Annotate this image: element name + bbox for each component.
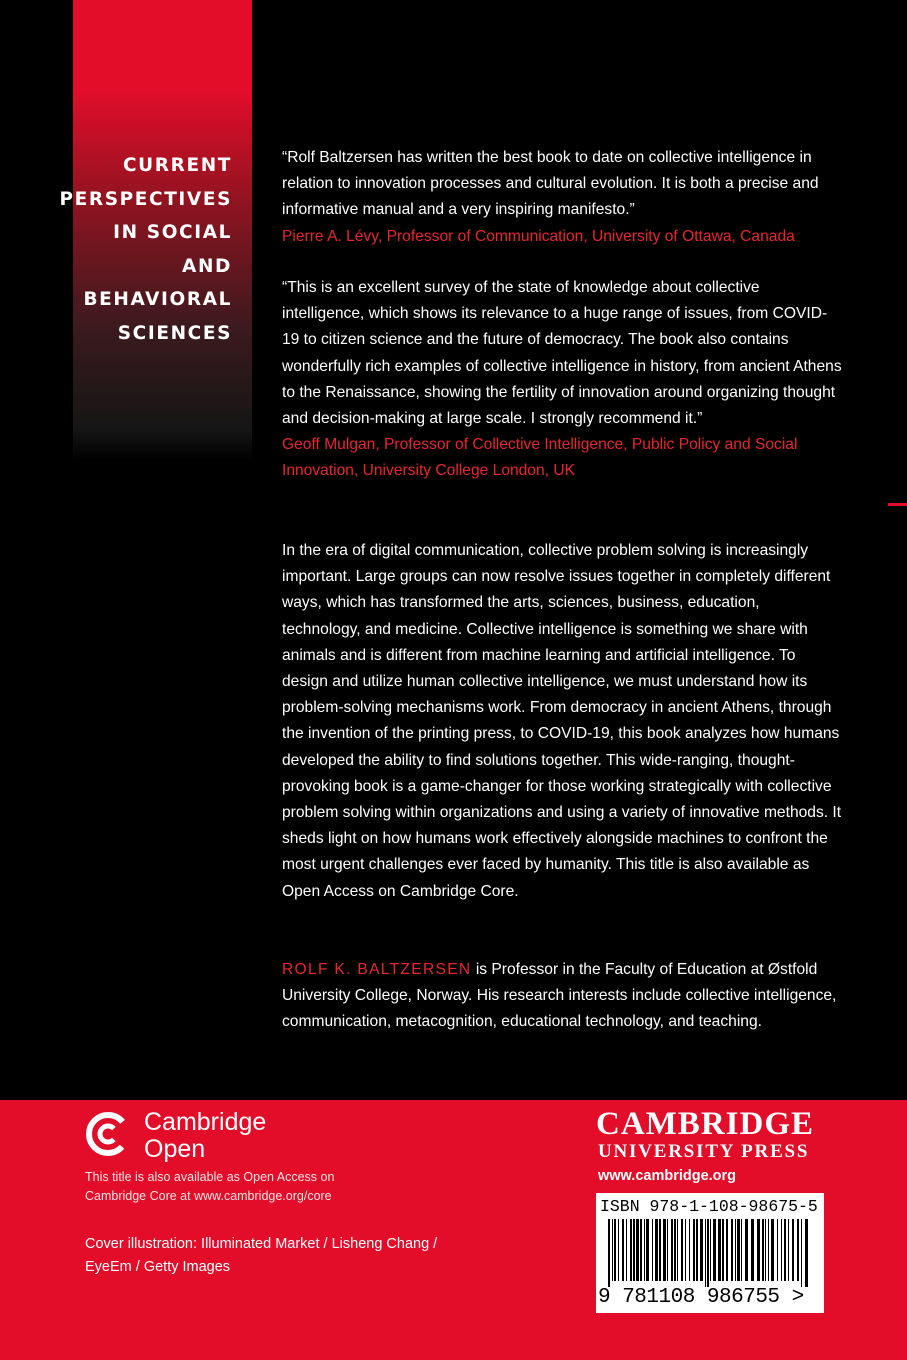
barcode-bar — [659, 1219, 661, 1281]
barcode-bar — [696, 1219, 698, 1281]
endorsement-quote — [282, 275, 842, 485]
barcode-bar — [735, 1219, 736, 1281]
barcode-bar — [731, 1219, 733, 1281]
quote-text: “This is an excellent survey of the state of knowledge about collective intelligence, which shows its relevance to a huge range of issues, from COVID-19 to citizen science and the future of democracy. The book also contains wonderfully rich examples of collective intelligence in history, from ancient Athens to the Renaissance, showing the fertility of innovation around organizing thought and decision-making at large scale. I strongly recommend it.” — [282, 279, 842, 428]
cover-credit-line: Cover illustration: Illuminated Market / Lisheng Chang / — [85, 1236, 438, 1252]
quote-text: “Rolf Baltzersen has written the best book to date on collective intelligence in relation to innovation processes and cultural evolution. It is both a precise and informative manual and a very inspiring manifesto.” — [282, 149, 819, 219]
barcode-bar — [646, 1219, 649, 1281]
barcode-icon — [606, 1219, 812, 1287]
barcode-bar — [700, 1219, 703, 1281]
barcode-bar — [788, 1219, 789, 1281]
barcode-bar — [781, 1219, 782, 1281]
cambridge-open-logo — [84, 1108, 294, 1168]
barcode-bar — [801, 1219, 802, 1287]
barcode-bar — [612, 1219, 613, 1281]
barcode-bar — [713, 1219, 716, 1281]
barcode-bar — [618, 1219, 619, 1281]
open-access-icon — [84, 1110, 132, 1158]
barcode-bar — [797, 1219, 799, 1281]
quote-attribution: Pierre A. Lévy, Professor of Communication, University of Ottawa, Canada — [282, 227, 795, 245]
barcode-bar — [722, 1219, 724, 1281]
barcode-bar — [771, 1219, 774, 1281]
series-title-line: IN SOCIAL AND — [113, 222, 232, 277]
series-title-line: BEHAVIORAL — [83, 289, 232, 310]
publisher-url: www.cambridge.org — [598, 1168, 737, 1184]
barcode-bar — [685, 1219, 686, 1281]
barcode-bar — [762, 1219, 764, 1281]
barcode-bar — [671, 1219, 673, 1281]
barcode-bar — [737, 1219, 740, 1281]
barcode-bar — [705, 1219, 706, 1287]
author-bio — [282, 957, 842, 1036]
barcode-bar — [718, 1219, 721, 1281]
cambridge-open-word: Open — [144, 1135, 206, 1163]
barcode-bar — [792, 1219, 794, 1281]
barcode-bar — [608, 1219, 610, 1287]
isbn-label: ISBN 978-1-108-98675-5 — [600, 1197, 818, 1216]
barcode-bar — [652, 1219, 653, 1281]
barcode-bar — [681, 1219, 683, 1281]
barcode-bar — [667, 1219, 668, 1281]
open-access-note-line: This title is also available as Open Access on — [85, 1170, 335, 1184]
publisher-name: CAMBRIDGE — [596, 1106, 815, 1142]
barcode-bar — [633, 1219, 635, 1281]
quote-attribution: Geoff Mulgan, Professor of Collective Intelligence, Public Policy and Social Innovation, University College London, UK — [282, 436, 798, 480]
series-title — [59, 149, 232, 350]
barcode-bar — [710, 1219, 711, 1281]
open-access-note — [85, 1168, 334, 1206]
open-access-note-line: Cambridge Core at www.cambridge.org/core — [85, 1189, 332, 1203]
barcode-bar — [777, 1219, 778, 1281]
series-title-line: SCIENCES — [117, 322, 232, 344]
author-bio-text: is Professor in the Faculty of Education at Østfold University College, Norway. His research interests include collective intelligence, communication, metacognition, educational technology, and teaching. — [282, 961, 837, 1031]
barcode-bar — [630, 1219, 632, 1281]
barcode-bar — [707, 1219, 709, 1287]
book-description: In the era of digital communication, collective problem solving is increasingly important. Large groups can now resolve issues together in completely different ways, which has transformed the arts, sciences, business, education, technology, and medicine. Collective intelligence is something we share with animals and is different from machine learning and artificial intelligence. To design and utilize human collective intelligence, we must understand how its problem-solving mechanisms work. From democracy in ancient Athens, through the invention of the printing press, to COVID-19, this book analyzes how humans developed the ability to find solutions together. This wide-ranging, thought-provoking book is a game-changer for those working strategically with collective problem solving within organizations and using a variety of innovative methods. It sheds light on how humans work effectively alongside machines to confront the most urgent challenges ever faced by humanity. This title is also available as Open Access on Cambridge Core. — [282, 542, 842, 900]
publisher-press: UNIVERSITY PRESS — [598, 1141, 810, 1162]
barcode-bar — [765, 1219, 766, 1281]
barcode-bar — [677, 1219, 678, 1281]
barcode-bar — [784, 1219, 786, 1281]
barcode-bar — [614, 1219, 616, 1281]
edge-marker — [888, 503, 907, 506]
barcode-bar — [655, 1219, 658, 1281]
cover-credit-line: EyeEm / Getty Images — [85, 1259, 231, 1275]
barcode-bar — [693, 1219, 695, 1281]
barcode-bar — [674, 1219, 676, 1281]
cambridge-open-word: Cambridge — [144, 1108, 267, 1136]
cover-credit — [85, 1233, 437, 1279]
barcode-bar — [640, 1219, 642, 1281]
barcode-bar — [636, 1219, 639, 1281]
ean-digits: 9 781108 986755 > — [598, 1286, 804, 1309]
series-band — [59, 0, 252, 460]
barcode-bar — [745, 1219, 748, 1281]
series-title-line: CURRENT — [122, 155, 232, 176]
barcode-bar — [622, 1219, 624, 1281]
barcode-bar — [741, 1219, 742, 1281]
series-title-line: PERSPECTIVES — [59, 188, 232, 210]
barcode-bar — [757, 1219, 760, 1281]
barcode-bar — [663, 1219, 666, 1281]
barcode-bar — [805, 1219, 808, 1287]
barcode-bar — [726, 1219, 728, 1281]
barcode-bar — [626, 1219, 627, 1281]
barcode-bar — [644, 1219, 645, 1281]
barcode-bar — [689, 1219, 690, 1281]
endorsement-quote — [282, 145, 842, 250]
barcode-bar — [751, 1219, 754, 1281]
isbn-barcode — [596, 1193, 824, 1313]
barcode-bar — [768, 1219, 769, 1281]
author-name: ROLF K. BALTZERSEN — [282, 961, 472, 978]
